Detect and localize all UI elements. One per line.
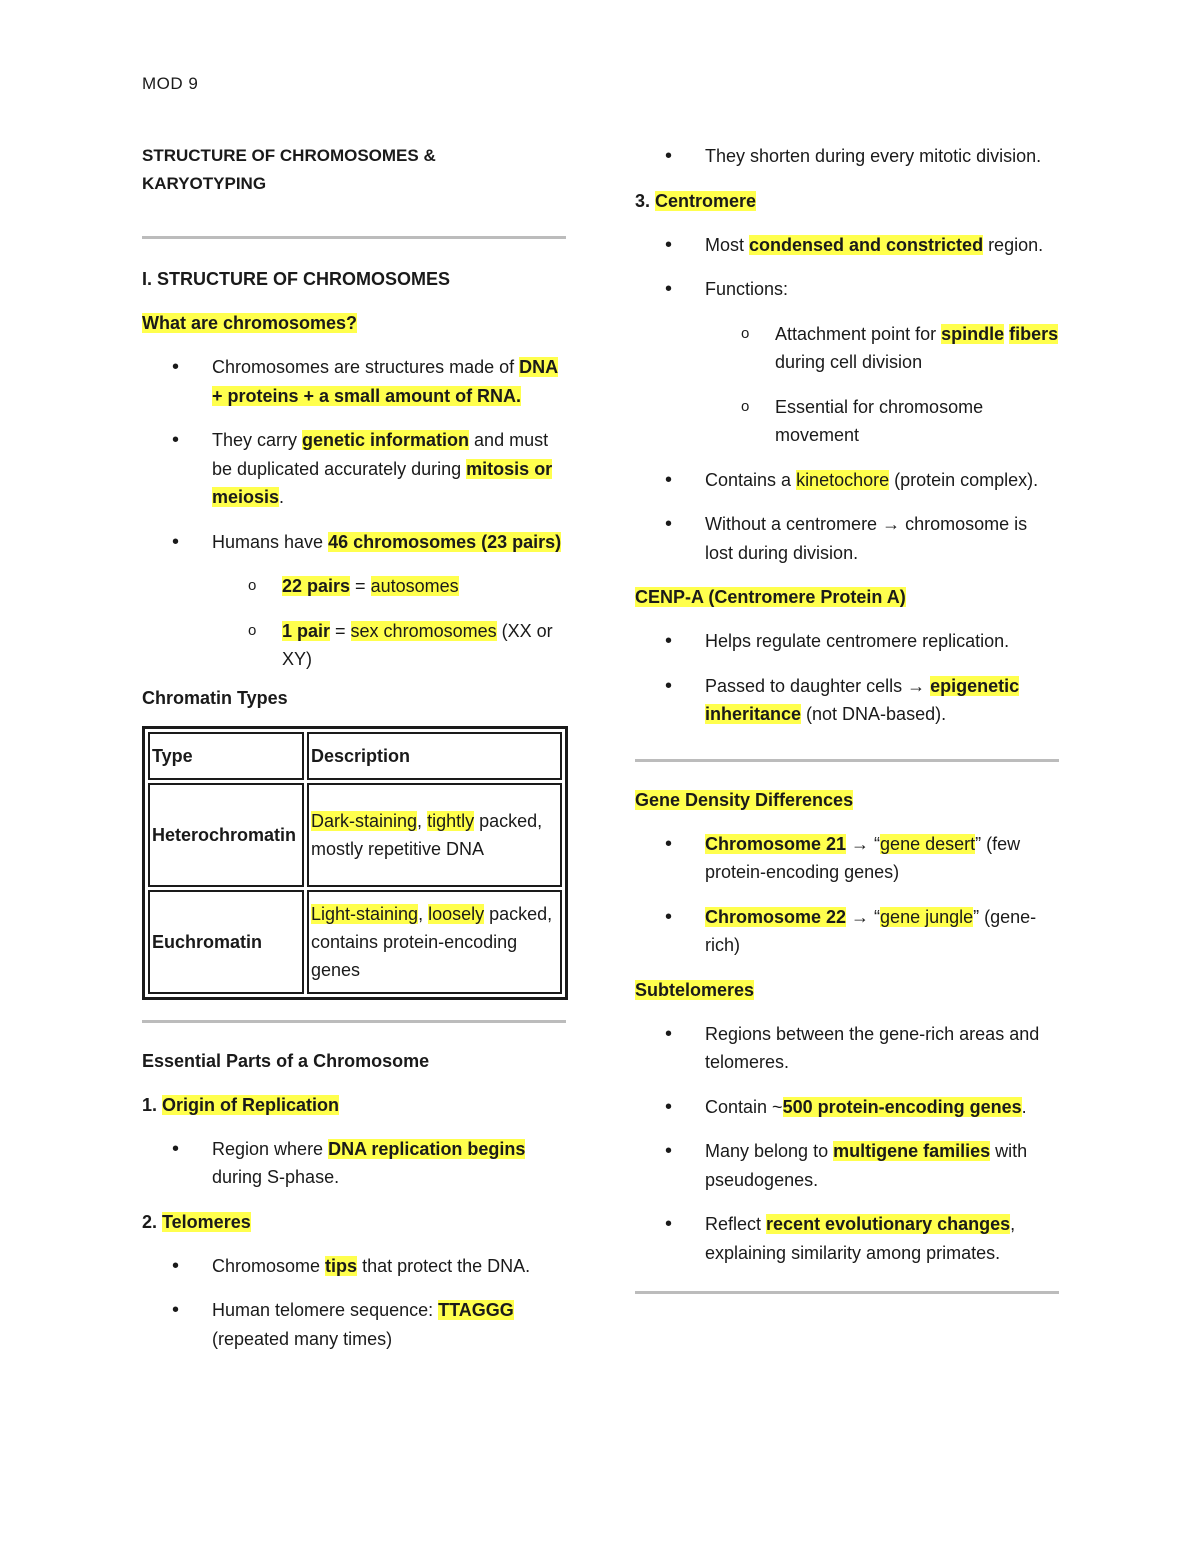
list-item: • Chromosome tips that protect the DNA. <box>142 1252 566 1281</box>
list-item: • Most condensed and constricted region. <box>635 231 1059 260</box>
sub-list-item: o Essential for chromosome movement <box>705 393 1059 450</box>
pairs-sublist <box>212 572 566 674</box>
document-title: STRUCTURE OF CHROMOSOMES & KARYOTYPING <box>142 146 436 193</box>
list-item: • Chromosome 22 → “gene jungle” (gene-rich) <box>635 903 1059 960</box>
part-heading-origin: 1. Origin of Replication <box>142 1094 340 1115</box>
origin-list <box>142 1135 566 1192</box>
sub-list-item: o Attachment point for spindle fibers during cell division <box>705 320 1059 377</box>
list-item: • Chromosome 21 → “gene desert” (few protein-encoding genes) <box>635 830 1059 887</box>
left-column <box>142 142 566 1369</box>
chromatin-types-table <box>142 726 568 1000</box>
list-item: • Humans have 46 chromosomes (23 pairs) o 22 pairs = autosomes o 1 pair = sex chromosomes (XX or XY) <box>142 528 566 674</box>
cenp-a-heading: CENP-A (Centromere Protein A) <box>635 587 906 607</box>
list-item: • Regions between the gene-rich areas and telomeres. <box>635 1020 1059 1077</box>
centromere-list <box>635 231 1059 568</box>
part-heading-centromere: 3. Centromere <box>635 190 757 211</box>
list-item: • They shorten during every mitotic division. <box>635 142 1059 171</box>
gene-density-list <box>635 830 1059 960</box>
cenp-a-list <box>635 627 1059 729</box>
chromatin-types-heading: Chromatin Types <box>142 687 288 708</box>
list-item: • Without a centromere → chromosome is lost during division. <box>635 510 1059 567</box>
list-item: • Functions: o Attachment point for spindle fibers during cell division o Essential for chromosome movement <box>635 275 1059 450</box>
telomeres-list <box>142 1252 566 1354</box>
list-item: • Human telomere sequence: TTAGGG (repeated many times) <box>142 1296 566 1353</box>
table-header-cell: Type <box>148 732 304 780</box>
list-item: • Contain ~500 protein-encoding genes. <box>635 1093 1059 1122</box>
list-item: • Helps regulate centromere replication. <box>635 627 1059 656</box>
chromosome-facts-list <box>142 353 566 674</box>
table-cell: Euchromatin <box>148 890 304 994</box>
table-row <box>148 783 562 887</box>
list-item: • Passed to daughter cells → epigenetic inheritance (not DNA-based). <box>635 672 1059 729</box>
section-heading-structure: I. STRUCTURE OF CHROMOSOMES <box>142 269 451 289</box>
table-header-cell: Description <box>307 732 562 780</box>
right-column <box>635 142 1059 1294</box>
part-heading-telomeres: 2. Telomeres <box>142 1211 251 1232</box>
table-header-row <box>148 732 562 780</box>
question-heading: What are chromosomes? <box>142 313 358 333</box>
list-item: • Region where DNA replication begins during S-phase. <box>142 1135 566 1192</box>
table-cell: Heterochromatin <box>148 783 304 887</box>
list-item: • Chromosomes are structures made of DNA + proteins + a small amount of RNA. <box>142 353 566 410</box>
gene-density-heading: Gene Density Differences <box>635 789 854 810</box>
subtelomeres-heading: Subtelomeres <box>635 979 755 1000</box>
sub-list-item: o 1 pair = sex chromosomes (XX or XY) <box>212 617 566 674</box>
functions-sublist <box>705 320 1059 450</box>
list-item: • Reflect recent evolutionary changes, explaining similarity among primates. <box>635 1210 1059 1267</box>
telomeres-continued-list <box>635 142 1059 171</box>
subtelomeres-list <box>635 1020 1059 1268</box>
list-item: • They carry genetic information and must be duplicated accurately during mitosis or meiosis. <box>142 426 566 512</box>
list-item: • Contains a kinetochore (protein complex). <box>635 466 1059 495</box>
list-item: • Many belong to multigene families with pseudogenes. <box>635 1137 1059 1194</box>
table-row <box>148 890 562 994</box>
section-divider <box>635 1291 1059 1294</box>
page-header: MOD 9 <box>142 74 199 93</box>
table-cell: Dark-staining, tightly packed, mostly repetitive DNA <box>307 783 562 887</box>
essential-parts-heading: Essential Parts of a Chromosome <box>142 1050 430 1071</box>
table-cell: Light-staining, loosely packed, contains protein-encoding genes <box>307 890 562 994</box>
sub-list-item: o 22 pairs = autosomes <box>212 572 566 601</box>
